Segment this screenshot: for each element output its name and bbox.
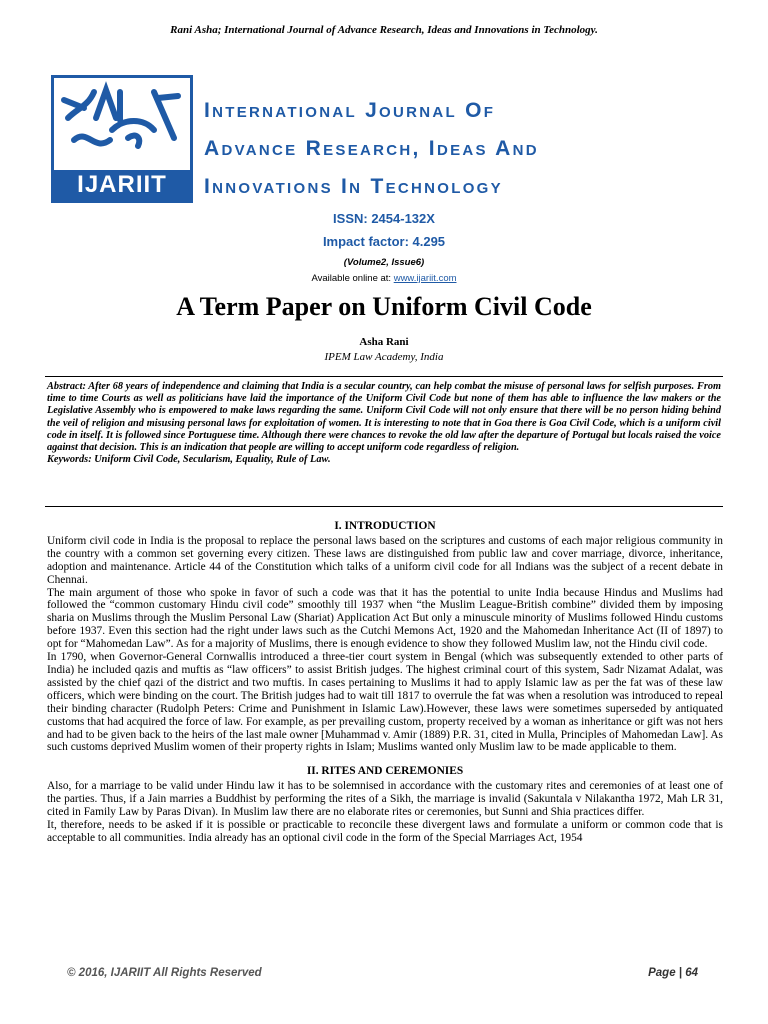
journal-logo (51, 75, 193, 203)
logo-emblem-icon (54, 78, 190, 170)
availability-label: Available online at: (311, 273, 394, 284)
availability-line (0, 273, 768, 284)
paragraph: In 1790, when Governor-General Cornwallis introduced a three-tier court system in Bengal (which was subsequently extended to other parts of India) he included qazis and muftis as “law officers” to assist British judges. The highest criminal court of this system, Sadr Nizamat Adalat, was assisted by the chief qazi of the district and two muftis. In cases pertaining to Muslims it had to apply Islamic law as per the fat was of these law officers, which were binding on the court. The British judges had to wait till 1817 to overrule the fat was when a resolution was introduced to repeal their binding character (Rudolph Peters: Crime and Punishment in Islamic Law).However, these laws were sometimes superseded by antiquated customs that had acquired the force of law. For example, as per prevailing custom, property received by a woman as inheritance or gift was not hers and had to be given back to the heirs of the last male owner [Muhammad v. Amir (1889) P.R. 31, cited in Mulla, Principles of Mahomedan Law]. As such customs deprived Muslim women of their property rights in Islam; Muslims wanted only Muslim law to be made applicable to them. (47, 651, 723, 754)
footer-copyright: © 2016, IJARIIT All Rights Reserved (67, 967, 262, 979)
keywords: Keywords: Uniform Civil Code, Secularism, Equality, Rule of Law. (47, 454, 331, 466)
journal-title-line3: Innovations In Technology (204, 175, 503, 198)
section-heading-introduction: I. INTRODUCTION (334, 520, 436, 532)
paragraph: Also, for a marriage to be valid under Hindu law it has to be solemnised in accordance with the customary rites and ceremonies of at least one of the parties. Thus, if a Jain marries a Buddhist by performing the rites of a Sikh, the marriage is invalid (Sakuntala v Nilakantha 1972, Mah LR 31, cited in Family Law by Paras Divan). In Muslim law there are no elaborate rites or ceremonies, but Sunni and Shia practices differ. (47, 780, 723, 819)
logo-text: IJARIIT (54, 170, 190, 200)
running-head: Rani Asha; International Journal of Advance Research, Ideas and Innovations in Technology. (170, 24, 598, 36)
abstract-text: Abstract: After 68 years of independence and claiming that India is a secular country, can help combat the misuse of personal laws for selfish purposes. From time to time Courts as well as politicians have laid the importance of the Uniform Civil Code but none of them has able to influence the law makers or the Legislative Assembly who is empowered to make laws regarding the same. Uniform Civil Code will not only ensure that there will be no person hiding behind the veil of religion and misusing personal laws for exploitation of women. It is interesting to note that in Goa there is Goa Civil Code, which is a uniform civil code in itself. It is followed since Portuguese time. Although there were chances to revoke the old law after the departure of Portugal but locals raised the voice against that decision. This is an indication that people are willing to accept uniform code regardless of religion. (47, 381, 721, 454)
paper-title: A Term Paper on Uniform Civil Code (176, 292, 592, 321)
article-body (47, 520, 723, 845)
author-affiliation: IPEM Law Academy, India (324, 351, 444, 363)
journal-url-link[interactable]: www.ijariit.com (393, 273, 457, 284)
journal-title-line1: International Journal Of (204, 99, 496, 122)
paragraph: It, therefore, needs to be asked if it is possible or practicable to reconcile these divergent laws and formulate a uniform or common code that is acceptable to all communities. India already has an optional civil code in the form of the Special Marriages Act, 1954 (47, 818, 723, 844)
issn: ISSN: 2454-132X (333, 211, 435, 226)
author-name: Asha Rani (359, 336, 409, 348)
impact-factor: Impact factor: 4.295 (322, 234, 446, 249)
section-heading-rites: II. RITES AND CEREMONIES (306, 765, 464, 778)
volume-issue: (Volume2, Issue6) (343, 257, 425, 268)
journal-title-line2: Advance Research, Ideas And (204, 137, 539, 160)
journal-title (204, 92, 744, 206)
paragraph: The main argument of those who spoke in favor of such a code was that it has the potential to unite India because Hindus and Muslims had followed the “common customary Hindu civil code” smoothly till 1937 when “the Muslim League-British combine” divided them by imposing sharia on Muslims through the Muslim Personal Law (Shariat) Application Act But only a minuscule minority of Muslims followed Hindu customs before 1937. Even this section had the right under laws such as the Cutchi Memons Act, 1920 and the Mahomedan Inheritance Act (II of 1897) to opt for “Mahomedan Law”. As for a majority of Muslims, there is enough evidence to show they followed Muslim law, not the Hindu civil code. (47, 586, 723, 651)
paragraph: Uniform civil code in India is the proposal to replace the personal laws based on the scriptures and customs of each major religious community in the country with a common set governing every citizen. These laws are distinguished from public law and cover marriage, divorce, inheritance, adoption and maintenance. Article 44 of the Constitution which talks of a uniform civil code for all Indians was the subject of a recent debate in Chennai. (47, 534, 723, 586)
footer-page-number: Page | 64 (648, 967, 698, 979)
abstract-box (45, 376, 723, 507)
